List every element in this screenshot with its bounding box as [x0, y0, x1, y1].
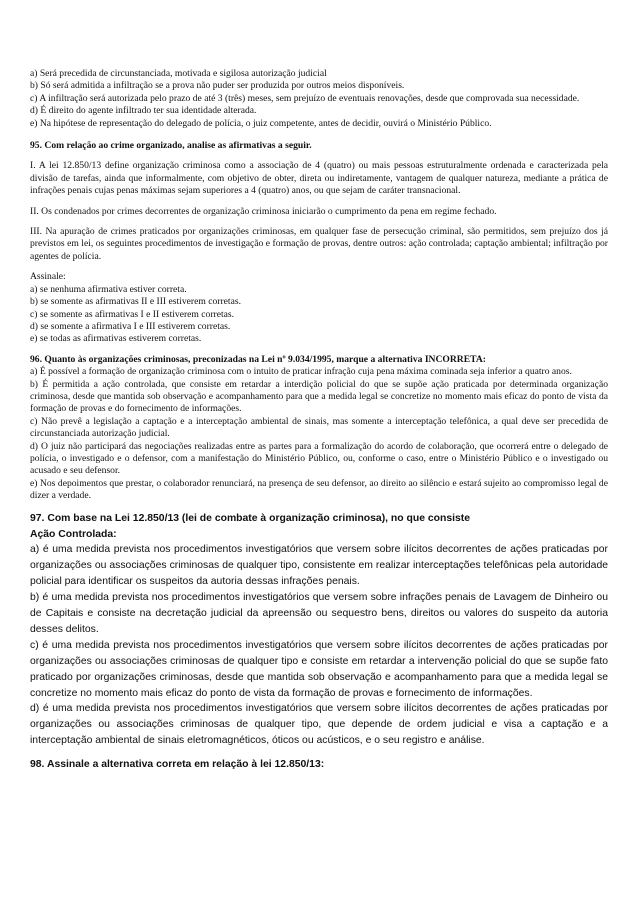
option-d: d) se somente a afirmativa I e III estiverem corretas. [30, 320, 231, 332]
question-97-subtitle: Ação Controlada: [30, 528, 117, 540]
question-95 [30, 140, 608, 346]
option-b: b) É permitida a ação controlada, que consiste em retardar a interdição policial do que se supõe ação praticada por determinada organização criminosa, desde que mantida sob observação e acompanhamento para que a medida legal se concretize no momento mais eficaz do ponto de vista da formação de provas e do fornecimento de informações. [30, 378, 608, 415]
option-a: a) Será precedida de circunstanciada, motivada e sigilosa autorização judicial [30, 68, 327, 79]
document-page [30, 68, 608, 773]
option-e: e) Nos depoimentos que prestar, o colaborador renunciará, na presença de seu defensor, ao direito ao silêncio e estará sujeito ao compromisso legal de dizer a verdade. [30, 477, 608, 502]
option-c: c) é uma medida prevista nos procedimentos investigatórios que versem sobre ilícitos decorrentes de ações praticadas por organizações ou associações criminosas de qualquer tipo e consiste em retardar a intervenção policial do que se supõe fato praticado por organizações criminosas, desde que mantida sob observação e acompanhamento para que a medida legal se concretize no momento mais eficaz do ponto de vista da formação de provas e fornecimento de informações. [30, 639, 608, 699]
question-94-options [30, 68, 608, 130]
option-c: c) A infiltração será autorizada pelo prazo de até 3 (três) meses, sem prejuízo de eventuais renovações, desde que comprovada sua necessidade. [30, 92, 580, 104]
option-e: e) Na hipótese de representação do delegado de polícia, o juiz competente, antes de decidir, ouvirá o Ministério Público. [30, 117, 492, 129]
option-a: a) é uma medida prevista nos procedimentos investigatórios que versem sobre ilícitos decorrentes de ações praticadas por organizações ou associações criminosas de qualquer tipo, consistente em realizar interceptações telefônicas pela autoridade policial para identificar os suspeitos da autoria dessas infrações penais. [30, 544, 608, 588]
option-d: d) O juiz não participará das negociações realizadas entre as partes para a formalização do acordo de colaboração, que ocorrerá entre o delegado de polícia, o investigado e o defensor, com a manifestação do Ministério Público, ou, conforme o caso, entre o Ministério Público e o investigado ou acusado e seu defensor. [30, 440, 608, 477]
statement-iii: III. Na apuração de crimes praticados por organizações criminosas, em qualquer fase de persecução criminal, são permitidos, sem prejuízo dos já previstos em lei, os seguintes procedimentos de investigação e formação de provas, dentre outros: ação controlada; captação ambiental; infiltração por agentes de polícia. [30, 226, 608, 262]
option-d: d) é uma medida prevista nos procedimentos investigatórios que versem sobre ilícitos decorrentes de ações praticadas por organizações ou associações criminosas de qualquer tipo, que depende de ordem judicial e visa a captação e a interceptação ambiental de sinais eletromagnéticos, óticos ou acústicos, e o seu registro e análise. [30, 703, 608, 747]
statement-i: I. A lei 12.850/13 define organização criminosa como a associação de 4 (quatro) ou mais pessoas estruturalmente ordenada e caracterizada pela divisão de tarefas, ainda que informalmente, com objetivo de obter, direta ou indiretamente, vantagem de qualquer natureza, mediante a prática de infrações penais cujas penas máximas sejam superiores a 4 (quatro) anos, ou que sejam de caráter transnacional. [30, 160, 608, 197]
option-c: c) Não prevê a legislação a captação e a interceptação ambiental de sinais, mas somente a interceptação telefônica, a qual deve ser precedida de circunstanciada autorização judicial. [30, 415, 608, 440]
option-e: e) se todas as afirmativas estiverem corretas. [30, 333, 202, 345]
option-b: b) é uma medida prevista nos procedimentos investigatórios que versem sobre infrações penais de Lavagem de Dinheiro ou de Capitais e consiste na decretação judicial da apreensão ou sequestro bens, direitos ou valores do suspeito da autoria desses delitos. [30, 592, 608, 635]
question-98 [30, 757, 608, 773]
option-a: a) É possível a formação de organização criminosa com o intuito de praticar infração cuja pena máxima cominada seja inferior a quatro anos. [30, 366, 572, 378]
question-97-title: 97. Com base na Lei 12.850/13 (lei de combate à organização criminosa), no que consiste [30, 512, 471, 524]
question-96 [30, 354, 608, 503]
option-a: a) se nenhuma afirmativa estiver correta. [30, 283, 187, 295]
option-b: b) se somente as afirmativas II e III estiverem corretas. [30, 296, 241, 308]
option-d: d) É direito do agente infiltrado ter sua identidade alterada. [30, 105, 257, 117]
question-98-title: 98. Assinale a alternativa correta em relação à lei 12.850/13: [30, 759, 325, 771]
answer-prompt: Assinale: [30, 271, 66, 283]
question-95-title: 95. Com relação ao crime organizado, analise as afirmativas a seguir. [30, 140, 312, 152]
statement-ii: II. Os condenados por crimes decorrentes de organização criminosa iniciarão o cumprimento da pena em regime fechado. [30, 205, 497, 217]
question-96-title: 96. Quanto às organizações criminosas, preconizadas na Lei nº 9.034/1995, marque a alternativa INCORRETA: [30, 353, 486, 365]
question-97 [30, 511, 608, 750]
option-c: c) se somente as afirmativas I e II estiverem corretas. [30, 308, 235, 320]
option-b: b) Só será admitida a infiltração se a prova não puder ser produzida por outros meios disponíveis. [30, 80, 405, 92]
